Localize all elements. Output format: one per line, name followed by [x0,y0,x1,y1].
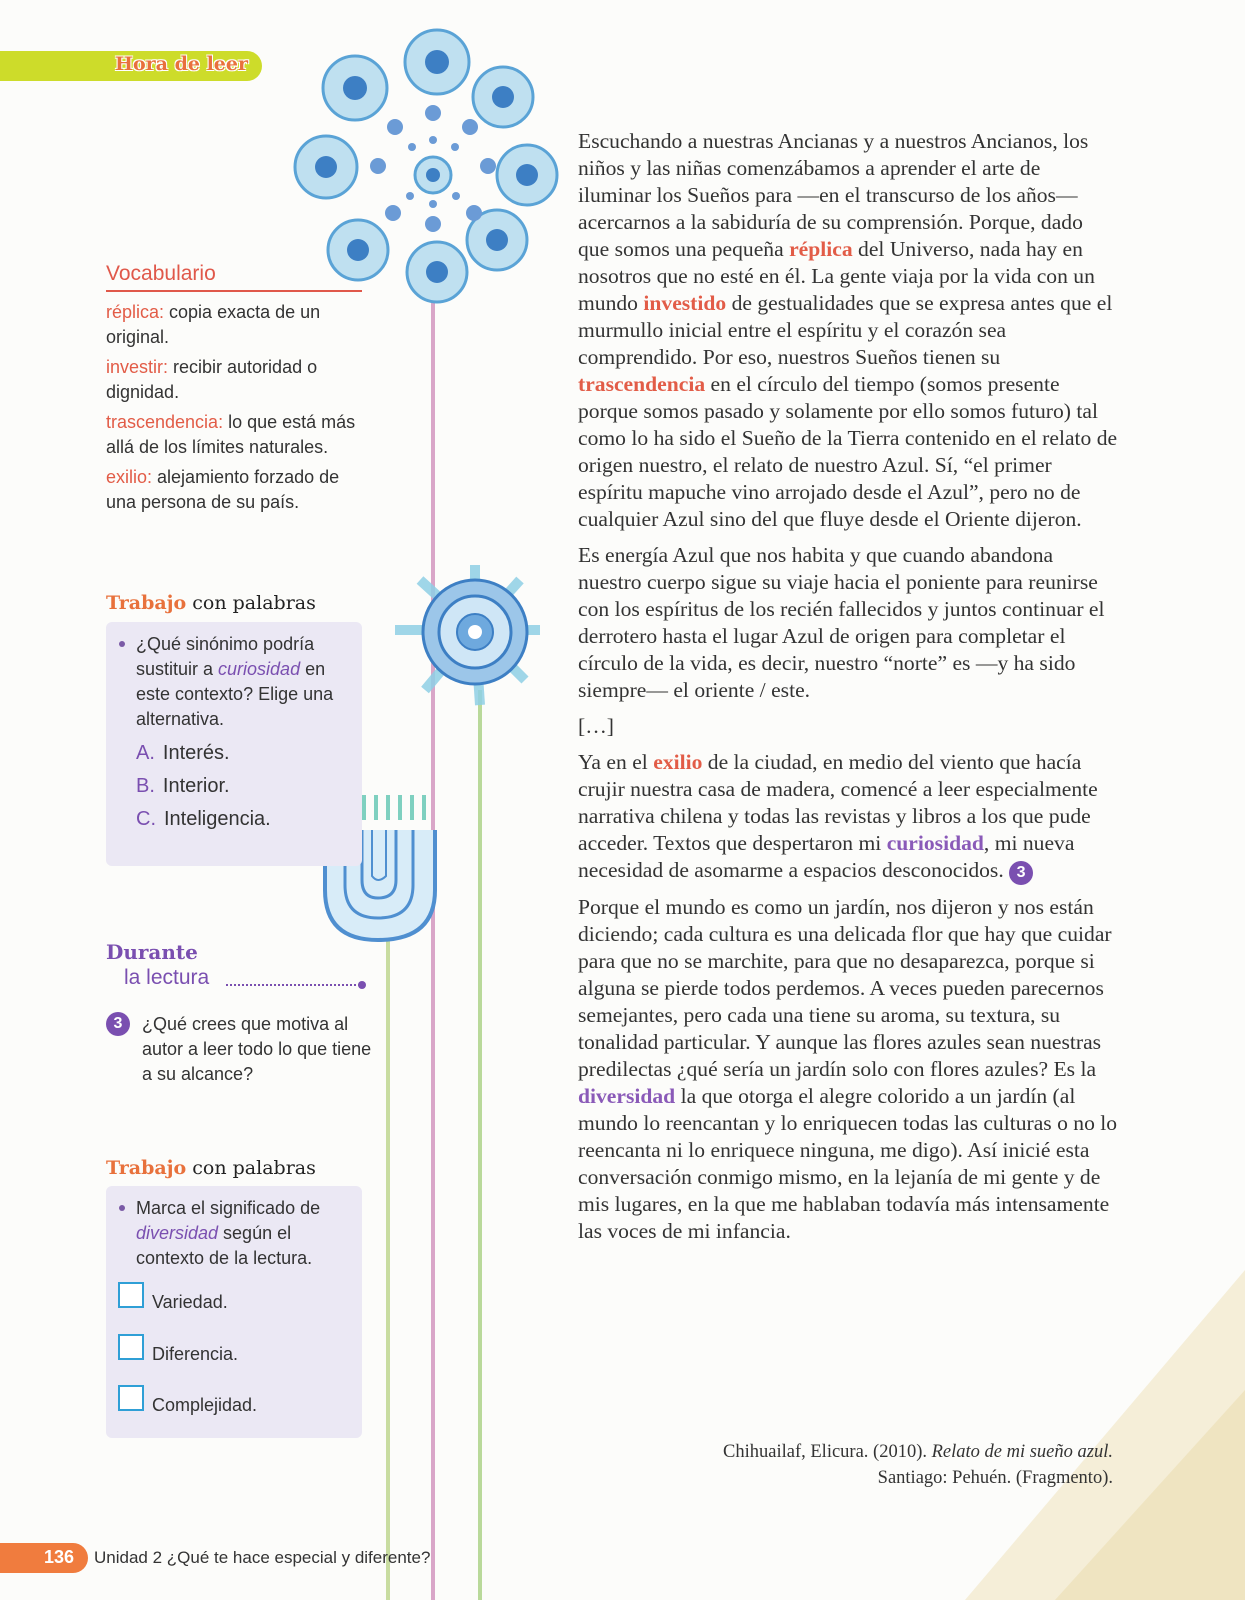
vocab-word: investido [643,291,727,315]
text-span: , mi nueva necesidad de asomarme a espacios desconocidos. [578,831,1075,882]
option-text: Interior. [162,775,230,797]
question-number-badge [106,1012,130,1036]
section-tab-label: Hora de leer [115,53,248,75]
vocabulary-definition: copia exacta de un original. [106,302,321,347]
word-work-title-rest: con palabras [186,1157,316,1179]
option-letter: A. [136,742,155,764]
option-a[interactable] [136,742,230,765]
question-number-badge: 3 [1009,861,1033,885]
word-work-title-rest: con palabras [186,592,316,614]
option-text: Inteligencia. [164,808,271,830]
option-b[interactable] [136,775,230,798]
checkbox-complejidad[interactable] [118,1385,144,1411]
text-span: en el círculo del tiempo (somos presente porque somos pasado y solamente por ello somos futuro) tal como lo ha sido el Sueño de la Tierra contenido en el relato de origen nuestro, el relato de nuestro Azul. Sí, “el primer espíritu mapuche vino arrojado desde el Azul”, pero no de cualquier Azul sino del que fluye desde el Oriente dijeron. [578,372,1118,531]
word-work-box [106,622,362,866]
option-letter: C. [136,808,156,830]
question-keyword: diversidad [136,1223,219,1243]
checkbox-variedad[interactable] [118,1282,144,1308]
bullet-icon [119,1205,125,1211]
divider-dot [358,981,366,989]
dotted-divider [226,984,360,986]
word-work-question [136,1196,352,1271]
citation-line: Santiago: Pehuén. (Fragmento). [877,1468,1113,1488]
paragraph [578,894,1118,1245]
question-text: ¿Qué sinónimo podría sustituir a [136,634,315,679]
ellipsis: […] [578,714,614,738]
text-span: Ya en el [578,750,654,774]
checkbox-label: Variedad. [152,1292,228,1312]
during-reading-title: Durante [106,940,198,964]
option-text: Interés. [162,742,230,764]
corner-decoration [965,1270,1245,1600]
page-number: 136 [43,1547,74,1567]
word-work-question [136,632,346,732]
bullet-icon [119,641,125,647]
question-text: en este contexto? Elige una alternativa. [136,659,334,729]
vocabulary-definition: alejamiento forzado de una persona de su país. [106,467,340,512]
vocabulary-term: réplica: [106,302,165,322]
text-span: la que otorga el alegre colorido a un jardín (al mundo lo reencantan y lo enriquecen todas las culturas o no lo reencanta ni lo enriquece ninguna, me digo). Así inicié esta conversación conmigo mismo, en la lejanía de mi gente y de mis lugares, en la que me hablaban todavía más intensamente las voces de mi infancia. [578,1084,1118,1243]
text-span: de gestualidades que se expresa antes que el murmullo inicial entre el espíritu y el corazón sea comprendido. Por eso, nuestros Sueños tienen su [578,291,1113,369]
vocabulary-term: trascendencia: [106,412,224,432]
text-span: de la ciudad, en medio del viento que hacía crujir nuestra casa de madera, comencé a leer especialmente narrativa chilena y todas las revistas y libros a los que pude acceder. Textos que despertaron mi [578,750,1098,855]
option-c[interactable] [136,808,271,831]
vocab-word: trascendencia [578,372,706,396]
citation-line [723,1439,1113,1465]
question-text: Marca el significado de [136,1198,321,1218]
vocabulary-term: exilio: [106,467,153,487]
vocab-word: réplica [789,237,853,261]
checkbox-diferencia[interactable] [118,1334,144,1360]
reading-text [578,128,1118,1254]
word-work-title [106,1157,316,1179]
word-work-title [106,592,316,614]
section-tab [0,51,262,81]
vocabulary-item [106,410,366,460]
citation [723,1439,1113,1491]
checkbox-label: Diferencia. [152,1344,239,1364]
badge-number: 3 [106,1012,130,1036]
vocabulary-definition: lo que está más allá de los límites naturales. [106,412,356,457]
during-reading-question: ¿Qué crees que motiva al autor a leer todo lo que tiene a su alcance? [142,1014,372,1084]
during-reading-subtitle: la lectura [124,966,210,989]
word-work-title-bold: Trabajo [106,592,187,614]
word-work-box [106,1186,362,1438]
vocab-word: exilio [653,750,703,774]
vocabulary-list [106,300,366,520]
keyword: diversidad [578,1084,676,1108]
paragraph: Es energía Azul que nos habita y que cuando abandona nuestro cuerpo sigue su viaje hacia el poniente para reunirse con los espíritus de los recién fallecidos y juntos continuar el derrotero hasta el lugar Azul de origen para completar el círculo de la vida, es decir, nuestro “norte” es —y ha sido siempre— el oriente / este. [578,543,1105,702]
page-number-tab [0,1543,88,1573]
vocabulary-title: Vocabulario [106,262,216,285]
keyword: curiosidad [886,831,984,855]
text-span: Porque el mundo es como un jardín, nos dijeron y nos están diciendo; cada cultura es una delicada flor que hay que cuidar para que no se marchite, para que no desaparezca, porque si alguna se pierde todos perdemos. A veces pueden parecernos semejantes, pero cada una tiene su aroma, su textura, su tonalidad particular. Y aunque las flores azules sean nuestras predilectas ¿qué sería un jardín solo con flores azules? Es la [578,895,1112,1081]
checkbox-label: Complejidad. [152,1395,258,1415]
vocabulary-item [106,300,366,350]
paragraph [578,128,1118,533]
citation-author: Chihuailaf, Elicura. (2010). [723,1442,932,1462]
question-text: según el contexto de la lectura. [136,1223,313,1268]
vocabulary-term: investir: [106,357,169,377]
vocabulary-definition: recibir autoridad o dignidad. [106,357,318,402]
vocabulary-item [106,355,366,405]
question-keyword: curiosidad [218,659,301,679]
text-span: Escuchando a nuestras Ancianas y a nuestros Ancianos, los niños y las niñas comenzábamos a aprender el arte de iluminar los Sueños para —en el transcurso de los años— acercarnos a la sabiduría de su comprensión. Porque, dado que somos una pequeña [578,129,1089,261]
vocabulary-divider [106,290,362,292]
unit-title: Unidad 2 ¿Qué te hace especial y diferente? [94,1548,431,1567]
citation-title: Relato de mi sueño azul. [931,1442,1113,1462]
paragraph [578,749,1118,885]
option-letter: B. [136,775,155,797]
text-span: del Universo, nada hay en nosotros que no esté en él. La gente viaja por la vida con un mundo [578,237,1095,315]
vocabulary-item [106,465,366,515]
word-work-title-bold: Trabajo [106,1157,187,1179]
